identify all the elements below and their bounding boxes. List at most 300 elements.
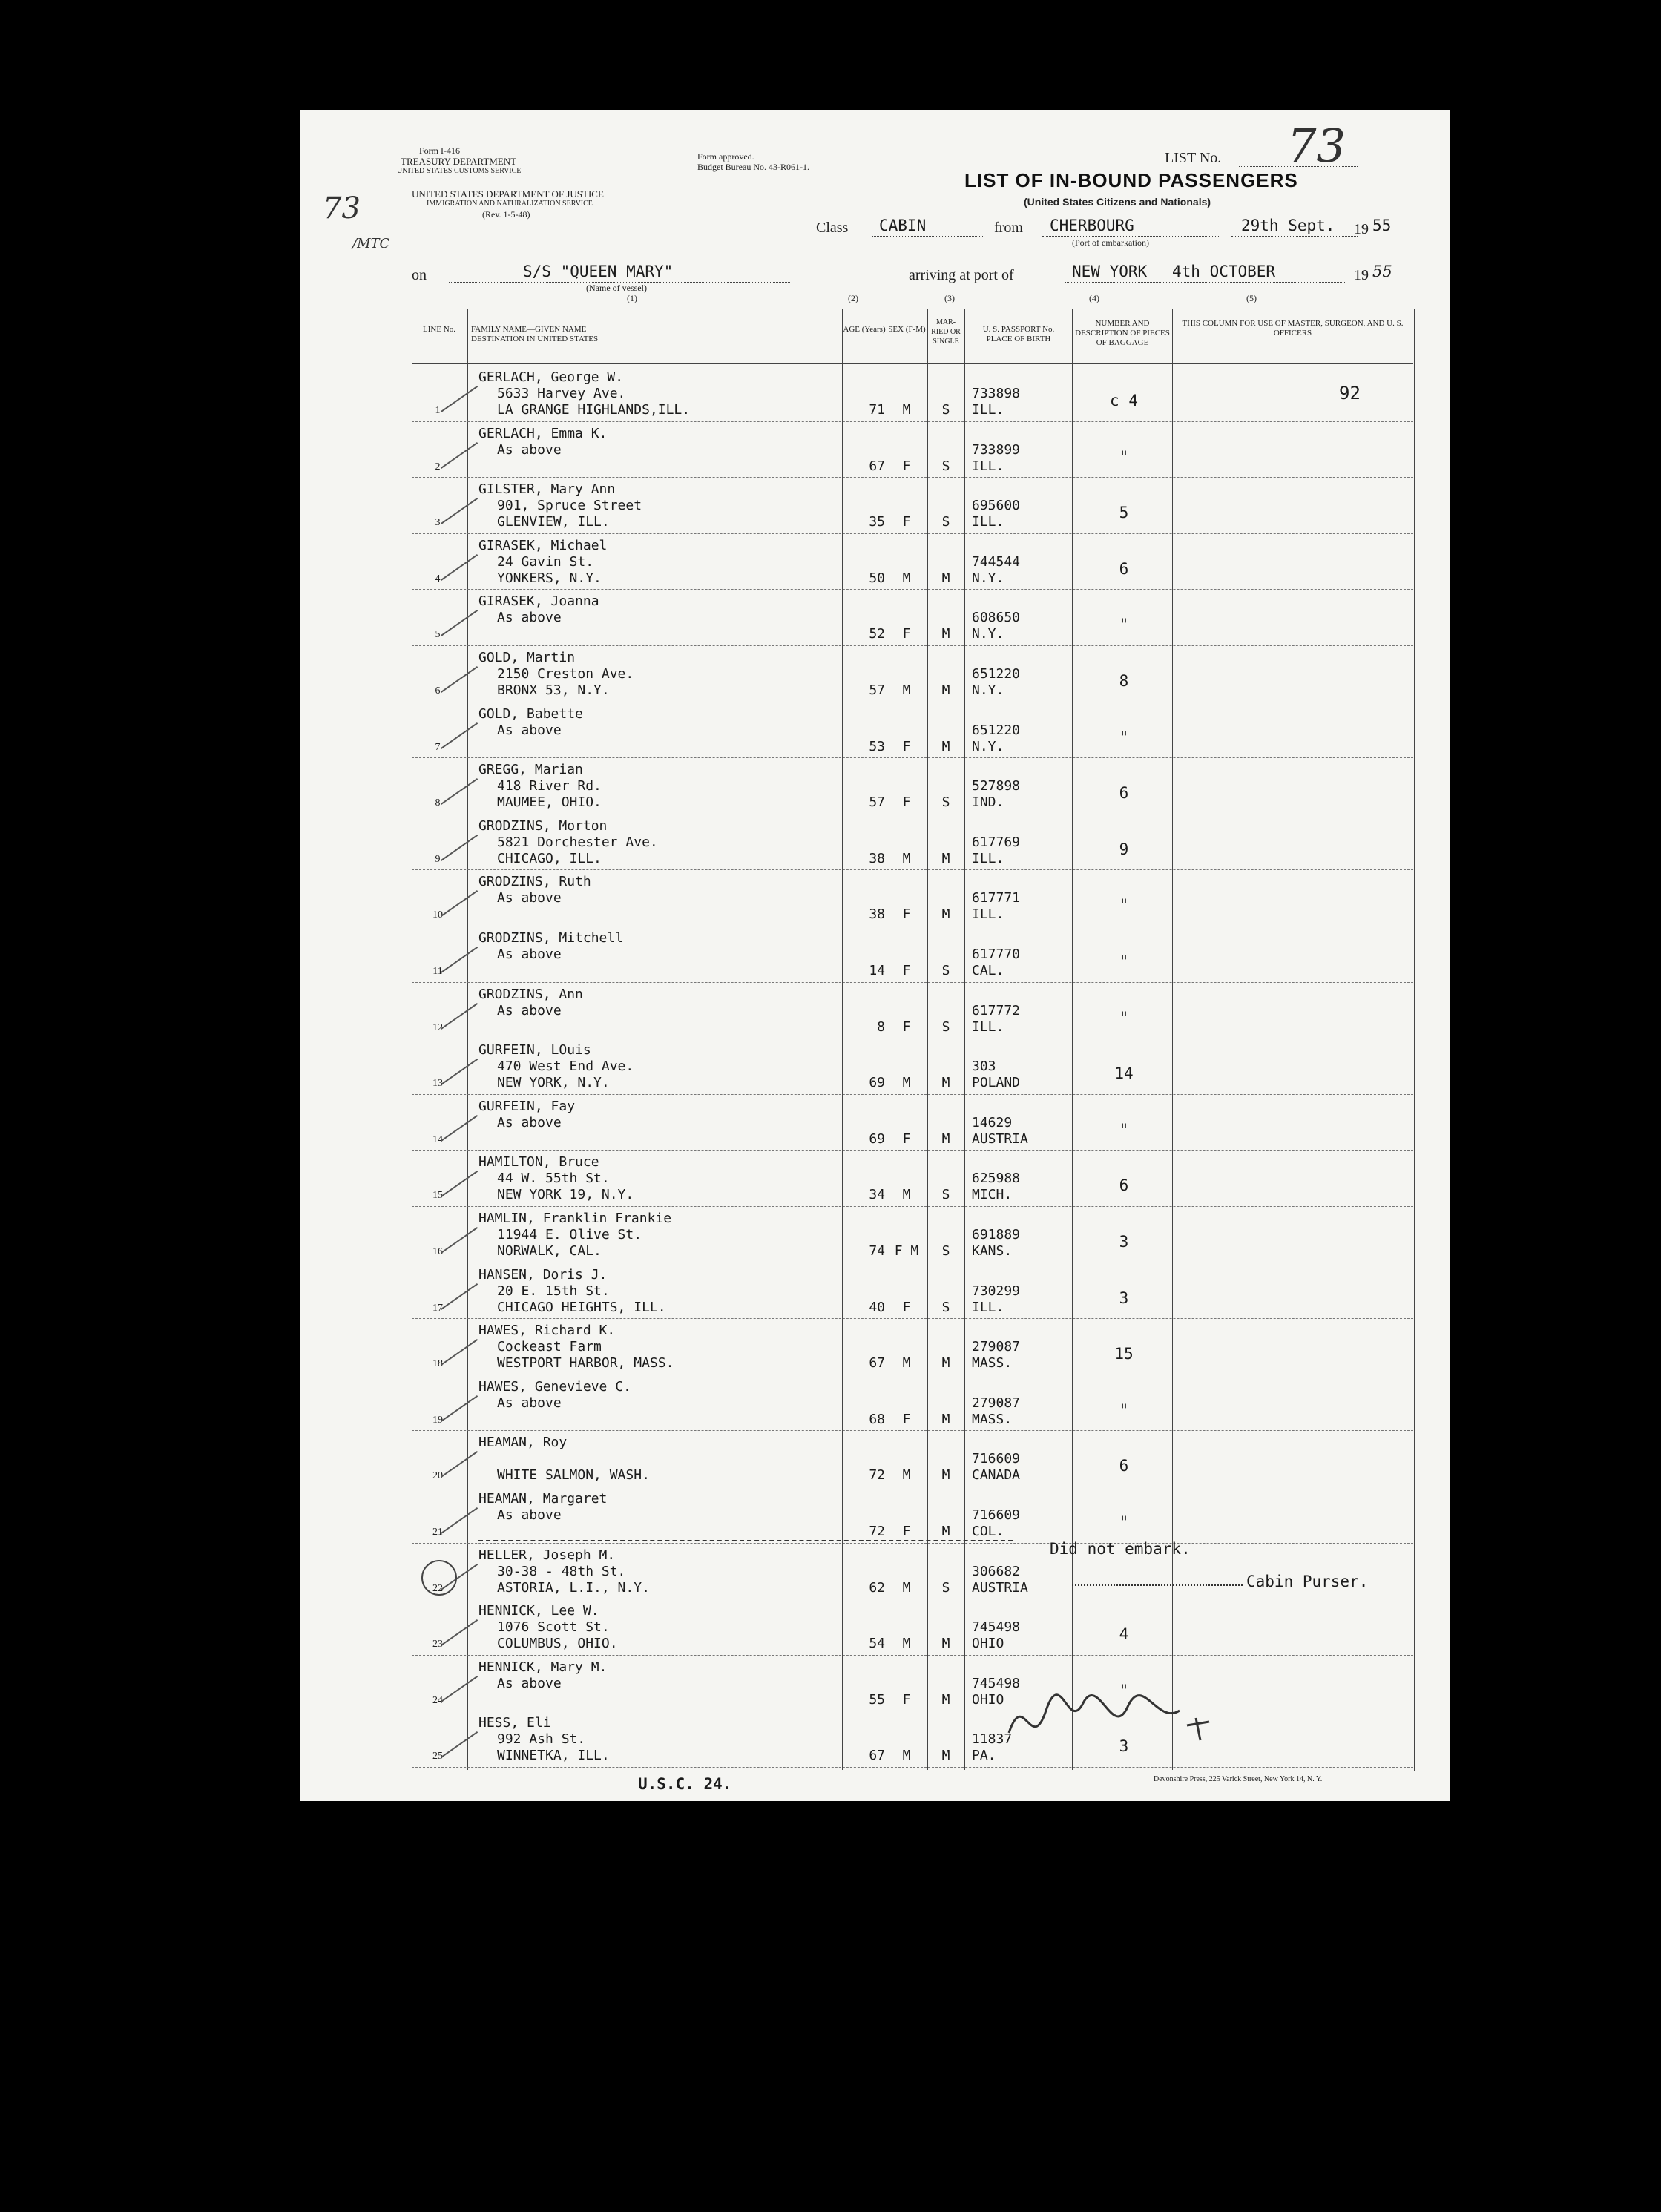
line-number: 17: [432, 1302, 443, 1314]
passenger-destination: ASTORIA, L.I., N.Y.: [497, 1579, 650, 1596]
passenger-age: 8: [877, 1018, 885, 1035]
line-number: 1: [435, 405, 441, 416]
passenger-address: 11944 E. Olive St.: [497, 1227, 642, 1242]
passenger-address: 20 E. 15th St.: [497, 1283, 610, 1299]
row-divider: [412, 1206, 1413, 1207]
passenger-marital-status: M: [941, 570, 950, 586]
row-divider: [412, 1767, 1413, 1768]
passenger-marital-status: M: [941, 1524, 950, 1539]
passport-number: 617771: [972, 890, 1021, 906]
passenger-age: 67: [869, 1748, 885, 1764]
row-divider: [412, 1094, 1413, 1095]
passport-number: 716609: [972, 1451, 1021, 1467]
on-label: on: [412, 267, 427, 283]
passenger-name: GURFEIN, LOuis: [478, 1042, 591, 1059]
class-value: CABIN: [879, 217, 927, 234]
baggage-count: 14: [1114, 1064, 1134, 1083]
budget-bureau: Budget Bureau No. 43-R061-1.: [697, 162, 809, 172]
passenger-name: HEAMAN, Roy: [478, 1435, 568, 1451]
passenger-sex: M: [902, 402, 911, 418]
passenger-name: HESS, Eli: [478, 1715, 551, 1731]
passenger-marital-status: M: [941, 682, 950, 698]
passport-number: 527898: [972, 778, 1021, 794]
baggage-count: ": [1119, 1681, 1129, 1699]
passenger-sex: M: [902, 682, 911, 698]
place-of-birth: MASS.: [972, 1411, 1013, 1427]
place-of-birth: ILL.: [972, 906, 1004, 923]
passenger-marital-status: S: [941, 514, 950, 530]
passport-number: 745498: [972, 1675, 1021, 1691]
justice-dept: UNITED STATES DEPARTMENT OF JUSTICE: [412, 188, 604, 200]
row-divider: [412, 1543, 1413, 1544]
baggage-count: 3: [1119, 1233, 1129, 1251]
place-of-birth: POLAND: [972, 1075, 1021, 1091]
passenger-marital-status: S: [941, 1243, 950, 1259]
passenger-address: 901, Spruce Street: [497, 498, 642, 514]
embarkation-port: CHERBOURG: [1050, 217, 1134, 234]
passport-number: 279087: [972, 1395, 1021, 1411]
place-of-birth: AUSTRIA: [972, 1130, 1028, 1147]
passenger-age: 57: [869, 682, 885, 698]
line-number: 4: [435, 573, 441, 585]
line-number: 14: [432, 1133, 443, 1145]
passenger-name: GRODZINS, Morton: [478, 817, 608, 834]
passenger-marital-status: S: [941, 1299, 950, 1315]
passenger-address: As above: [497, 441, 562, 458]
passenger-address: 470 West End Ave.: [497, 1059, 634, 1075]
passenger-name: HENNICK, Mary M.: [478, 1659, 608, 1675]
passenger-age: 54: [869, 1636, 885, 1652]
passenger-age: 74: [869, 1243, 885, 1259]
place-of-birth: ILL.: [972, 458, 1004, 474]
line-number: 23: [432, 1639, 443, 1650]
passport-number: 617770: [972, 947, 1021, 962]
class-line: [872, 236, 983, 237]
passenger-address: As above: [497, 1507, 562, 1523]
passenger-address: 44 W. 55th St.: [497, 1171, 610, 1187]
printer-credit: Devonshire Press, 225 Varick Street, New York 14, N. Y.: [1154, 1775, 1323, 1783]
passenger-sex: F: [902, 626, 911, 642]
passenger-marital-status: M: [941, 1636, 950, 1652]
row-divider: [412, 757, 1413, 758]
passenger-marital-status: M: [941, 1130, 950, 1147]
passport-number: 625988: [972, 1171, 1021, 1187]
passenger-name: GIRASEK, Michael: [478, 537, 608, 553]
passenger-marital-status: S: [941, 794, 950, 811]
passport-number: 651220: [972, 722, 1021, 738]
line-number: 6: [435, 685, 441, 697]
passenger-marital-status: M: [941, 1075, 950, 1091]
passenger-marital-status: S: [941, 963, 950, 978]
baggage-count: 6: [1119, 784, 1129, 803]
header-baggage: NUMBER AND DESCRIPTION OF PIECES OF BAGGAGE: [1075, 319, 1170, 347]
line-number: 13: [432, 1078, 443, 1090]
line-number: 8: [435, 797, 441, 809]
place-of-birth: PA.: [972, 1748, 996, 1764]
passenger-sex: F: [902, 1130, 911, 1147]
passenger-address: As above: [497, 1002, 562, 1018]
col-number-2: (2): [848, 293, 858, 303]
row-divider: [412, 1430, 1413, 1431]
approval-note: Form approved.: [697, 151, 754, 162]
baggage-count: 9: [1119, 840, 1129, 858]
passenger-name: HELLER, Joseph M.: [478, 1547, 616, 1563]
line-number: 10: [432, 909, 443, 921]
passenger-sex: F: [902, 514, 911, 530]
place-of-birth: CANADA: [972, 1467, 1021, 1484]
passenger-sex: F: [902, 458, 911, 474]
passenger-age: 72: [869, 1467, 885, 1484]
passenger-address: As above: [497, 610, 562, 626]
passenger-name: GERLACH, George W.: [478, 369, 624, 385]
class-label: Class: [816, 220, 849, 236]
passenger-age: 38: [869, 906, 885, 923]
passenger-marital-status: S: [941, 402, 950, 418]
form-number: Form I-416: [419, 145, 460, 156]
passenger-sex: F: [902, 963, 911, 978]
passenger-address: Cockeast Farm: [497, 1339, 602, 1355]
header-age: AGE (Years): [843, 325, 886, 334]
baggage-count: ": [1119, 616, 1129, 634]
passenger-age: 53: [869, 738, 885, 754]
passenger-sex: M: [902, 1355, 911, 1372]
purser-signature: [1072, 1570, 1243, 1586]
passenger-address: As above: [497, 947, 562, 962]
header-name-destination: FAMILY NAME—GIVEN NAME DESTINATION IN UNITED STATES: [471, 325, 599, 343]
line-number: 12: [432, 1021, 443, 1033]
place-of-birth: IND.: [972, 794, 1004, 811]
baggage-count: 4: [1119, 1625, 1129, 1644]
line-number: 25: [432, 1751, 443, 1762]
place-of-birth: N.Y.: [972, 626, 1004, 642]
passenger-age: 69: [869, 1130, 885, 1147]
passenger-name: GIRASEK, Joanna: [478, 593, 599, 610]
col-divider: [964, 309, 965, 1770]
row-divider: [412, 477, 1413, 478]
arrival-year-value: 55: [1372, 263, 1392, 280]
row-divider: [412, 421, 1413, 422]
port-note: (Port of embarkation): [1072, 237, 1149, 248]
header-sex: SEX (F-M): [888, 325, 926, 334]
place-of-birth: N.Y.: [972, 570, 1004, 586]
treasury-dept: TREASURY DEPARTMENT: [401, 156, 517, 167]
passport-number: 617769: [972, 834, 1021, 850]
line-number: 11: [432, 966, 443, 977]
arriving-label: arriving at port of: [909, 267, 1014, 283]
passenger-name: GOLD, Babette: [478, 705, 583, 722]
passenger-destination: NORWALK, CAL.: [497, 1243, 602, 1259]
passenger-address: 24 Gavin St.: [497, 553, 594, 570]
row-divider: [412, 1150, 1413, 1151]
passenger-sex: F: [902, 906, 911, 923]
baggage-count: ": [1119, 896, 1129, 915]
passenger-age: 57: [869, 794, 885, 811]
form-title: LIST OF IN-BOUND PASSENGERS: [964, 169, 1298, 191]
passenger-marital-status: M: [941, 1691, 950, 1708]
passenger-address: 418 River Rd.: [497, 778, 602, 794]
from-line: [1042, 236, 1220, 237]
place-of-birth: AUSTRIA: [972, 1579, 1028, 1596]
passenger-destination: GLENVIEW, ILL.: [497, 514, 610, 530]
passenger-name: HAMLIN, Franklin Frankie: [478, 1211, 672, 1226]
line-number: 7: [435, 741, 441, 753]
passenger-address: 5633 Harvey Ave.: [497, 386, 626, 401]
passenger-age: 62: [869, 1579, 885, 1596]
row-divider: [412, 1318, 1413, 1319]
passenger-marital-status: S: [941, 1187, 950, 1203]
passenger-age: 69: [869, 1075, 885, 1091]
passport-number: 14629: [972, 1114, 1013, 1130]
passenger-age: 71: [869, 402, 885, 418]
passport-number: 730299: [972, 1283, 1021, 1299]
passenger-marital-status: M: [941, 1467, 950, 1484]
passenger-marital-status: M: [941, 1355, 950, 1372]
passenger-age: 34: [869, 1187, 885, 1203]
place-of-birth: ILL.: [972, 514, 1004, 530]
line-number: 3: [435, 517, 441, 529]
passenger-name: HAWES, Genevieve C.: [478, 1378, 631, 1395]
line-number: 22: [432, 1582, 443, 1594]
year-prefix: 19: [1354, 221, 1369, 237]
passenger-sex: M: [902, 570, 911, 586]
arrival-year-prefix: 19: [1354, 267, 1369, 283]
row-divider: [412, 982, 1413, 983]
line-number: 5: [435, 629, 441, 641]
baggage-count: 8: [1119, 672, 1129, 690]
place-of-birth: KANS.: [972, 1243, 1013, 1259]
passenger-address: 2150 Creston Ave.: [497, 666, 634, 682]
passenger-address: As above: [497, 1395, 562, 1411]
passport-number: 744544: [972, 553, 1021, 570]
row-divider: [412, 869, 1413, 870]
place-of-birth: ILL.: [972, 402, 1004, 418]
passenger-age: 72: [869, 1524, 885, 1539]
passenger-marital-status: M: [941, 850, 950, 866]
passport-number: 608650: [972, 610, 1021, 626]
passenger-destination: CHICAGO, ILL.: [497, 850, 602, 866]
passenger-sex: M: [902, 1636, 911, 1652]
vessel-name: S/S "QUEEN MARY": [523, 263, 674, 280]
passenger-address: As above: [497, 722, 562, 738]
passenger-name: HEAMAN, Margaret: [478, 1491, 608, 1507]
place-of-birth: N.Y.: [972, 738, 1004, 754]
passenger-name: GOLD, Martin: [478, 650, 576, 665]
did-not-embark-note: Did not embark.: [1050, 1540, 1191, 1558]
footer-code: U.S.C. 24.: [638, 1775, 732, 1793]
from-label: from: [994, 220, 1023, 236]
officer-mark-row1: 92: [1339, 383, 1361, 404]
passenger-sex: M: [902, 1467, 911, 1484]
passport-number: 303: [972, 1059, 996, 1075]
passenger-age: 68: [869, 1411, 885, 1427]
passenger-age: 35: [869, 514, 885, 530]
passport-number: 716609: [972, 1507, 1021, 1523]
passenger-sex: M: [902, 1748, 911, 1764]
passport-number: 733899: [972, 441, 1021, 458]
header-line-no: LINE No.: [423, 325, 455, 334]
line-number: 9: [435, 853, 441, 865]
place-of-birth: N.Y.: [972, 682, 1004, 698]
passenger-age: 55: [869, 1691, 885, 1708]
passenger-address: As above: [497, 890, 562, 906]
baggage-count: 6: [1119, 1176, 1129, 1195]
passenger-name: HENNICK, Lee W.: [478, 1603, 599, 1619]
col-number-4: (4): [1089, 293, 1099, 303]
passenger-age: 14: [869, 963, 885, 978]
passport-number: 691889: [972, 1227, 1021, 1242]
passenger-marital-status: M: [941, 1748, 950, 1764]
passenger-marital-status: S: [941, 1579, 950, 1596]
arrival-port: NEW YORK: [1072, 263, 1148, 280]
baggage-count: 3: [1119, 1288, 1129, 1307]
baggage-count: 5: [1119, 504, 1129, 522]
list-number-label: LIST No.: [1165, 150, 1222, 166]
line-number: 20: [432, 1470, 443, 1482]
passport-number: 651220: [972, 666, 1021, 682]
passenger-destination: COLUMBUS, OHIO.: [497, 1636, 618, 1652]
place-of-birth: CAL.: [972, 963, 1004, 978]
form-subtitle: (United States Citizens and Nationals): [1024, 196, 1211, 208]
passenger-destination: LA GRANGE HIGHLANDS,ILL.: [497, 402, 691, 418]
passenger-sex: F: [902, 794, 911, 811]
header-passport: U. S. PASSPORT No. PLACE OF BIRTH: [982, 325, 1055, 343]
passenger-sex: F: [902, 1018, 911, 1035]
baggage-count: c 4: [1110, 392, 1138, 409]
place-of-birth: OHIO: [972, 1691, 1004, 1708]
header-officers: THIS COLUMN FOR USE OF MASTER, SURGEON, AND U. S. OFFICERS: [1182, 319, 1404, 338]
passenger-name: HAWES, Richard K.: [478, 1323, 616, 1339]
passenger-name: HAMILTON, Bruce: [478, 1154, 599, 1171]
row-divider: [412, 589, 1413, 590]
passenger-sex: F: [902, 1411, 911, 1427]
line-number: 19: [432, 1414, 443, 1426]
passenger-marital-status: M: [941, 1411, 950, 1427]
baggage-count: ": [1119, 1513, 1129, 1531]
passenger-manifest-page: [300, 110, 1450, 1801]
passenger-name: GRODZINS, Ann: [478, 986, 583, 1002]
passenger-destination: YONKERS, N.Y.: [497, 570, 602, 586]
passenger-destination: CHICAGO HEIGHTS, ILL.: [497, 1299, 666, 1315]
year-value: 55: [1372, 217, 1392, 234]
cabin-purser-note: Cabin Purser.: [1246, 1573, 1369, 1590]
baggage-count: ": [1119, 1400, 1129, 1419]
place-of-birth: ILL.: [972, 1299, 1004, 1315]
passenger-name: GERLACH, Emma K.: [478, 425, 608, 441]
line-number: 15: [432, 1190, 443, 1202]
col-number-1: (1): [627, 293, 637, 303]
strike-line-row22: [478, 1540, 1013, 1541]
passenger-age: 52: [869, 626, 885, 642]
col-divider: [842, 309, 843, 1770]
passenger-sex: M: [902, 1187, 911, 1203]
line-number: 2: [435, 461, 441, 473]
passenger-destination: BRONX 53, N.Y.: [497, 682, 610, 698]
baggage-count: 6: [1119, 559, 1129, 578]
place-of-birth: ILL.: [972, 1018, 1004, 1035]
passenger-marital-status: S: [941, 1018, 950, 1035]
passenger-destination: WINNETKA, ILL.: [497, 1748, 610, 1764]
date-line: [1231, 236, 1358, 237]
line-number: 21: [432, 1527, 443, 1538]
place-of-birth: ILL.: [972, 850, 1004, 866]
revision: (Rev. 1-5-48): [482, 209, 530, 220]
passenger-marital-status: M: [941, 906, 950, 923]
passenger-address: 992 Ash St.: [497, 1731, 586, 1748]
line-number: 18: [432, 1358, 443, 1370]
baggage-count: ": [1119, 1008, 1129, 1027]
passenger-sex: F: [902, 738, 911, 754]
baggage-count: 15: [1114, 1345, 1134, 1363]
passenger-name: GRODZINS, Mitchell: [478, 930, 624, 946]
signature-scribble: [1001, 1688, 1224, 1748]
passport-number: 745498: [972, 1619, 1021, 1636]
passenger-sex: M: [902, 1075, 911, 1091]
place-of-birth: MASS.: [972, 1355, 1013, 1372]
passport-number: 306682: [972, 1563, 1021, 1579]
line-number: 16: [432, 1246, 443, 1257]
line-number: 24: [432, 1694, 443, 1706]
place-of-birth: OHIO: [972, 1636, 1004, 1652]
passenger-name: GREGG, Marian: [478, 762, 583, 778]
arrival-line: [1065, 282, 1346, 283]
passenger-sex: F M: [894, 1243, 919, 1259]
passenger-destination: WHITE SALMON, WASH.: [497, 1467, 650, 1484]
place-of-birth: MICH.: [972, 1187, 1013, 1203]
baggage-count: ": [1119, 728, 1129, 746]
vessel-note: (Name of vessel): [586, 283, 647, 293]
margin-mtc-note: /MTC: [352, 236, 390, 251]
passenger-age: 67: [869, 458, 885, 474]
passenger-address: As above: [497, 1114, 562, 1130]
passport-number: 733898: [972, 386, 1021, 401]
passport-number: 695600: [972, 498, 1021, 514]
passenger-destination: MAUMEE, OHIO.: [497, 794, 602, 811]
passenger-sex: M: [902, 850, 911, 866]
passenger-marital-status: S: [941, 458, 950, 474]
passport-number: 279087: [972, 1339, 1021, 1355]
baggage-count: ": [1119, 952, 1129, 970]
passenger-address: As above: [497, 1675, 562, 1691]
col-number-3: (3): [944, 293, 955, 303]
passenger-destination: NEW YORK 19, N.Y.: [497, 1187, 634, 1203]
passenger-name: GILSTER, Mary Ann: [478, 481, 616, 498]
col-number-5: (5): [1246, 293, 1257, 303]
embarkation-date: 29th Sept.: [1241, 217, 1335, 234]
row-divider: [412, 645, 1413, 646]
table-header-rule: [412, 363, 1413, 364]
passport-number: 11837: [972, 1731, 1013, 1748]
passenger-destination: WESTPORT HARBOR, MASS.: [497, 1355, 674, 1372]
row-divider: [412, 533, 1413, 534]
baggage-count: ": [1119, 447, 1129, 466]
immigration-service: IMMIGRATION AND NATURALIZATION SERVICE: [427, 200, 593, 208]
place-of-birth: COL.: [972, 1524, 1004, 1539]
customs-service: UNITED STATES CUSTOMS SERVICE: [397, 167, 522, 175]
arrival-date: 4th OCTOBER: [1172, 263, 1276, 280]
passenger-marital-status: M: [941, 738, 950, 754]
passenger-age: 40: [869, 1299, 885, 1315]
passport-number: 617772: [972, 1002, 1021, 1018]
passenger-sex: F: [902, 1299, 911, 1315]
row-divider: [412, 1655, 1413, 1656]
passenger-marital-status: M: [941, 626, 950, 642]
baggage-count: 6: [1119, 1457, 1129, 1475]
passenger-name: GRODZINS, Ruth: [478, 874, 591, 890]
passenger-age: 67: [869, 1355, 885, 1372]
passenger-destination: NEW YORK, N.Y.: [497, 1075, 610, 1091]
passenger-age: 38: [869, 850, 885, 866]
header-married-single: MAR-RIED OR SINGLE: [931, 318, 961, 346]
